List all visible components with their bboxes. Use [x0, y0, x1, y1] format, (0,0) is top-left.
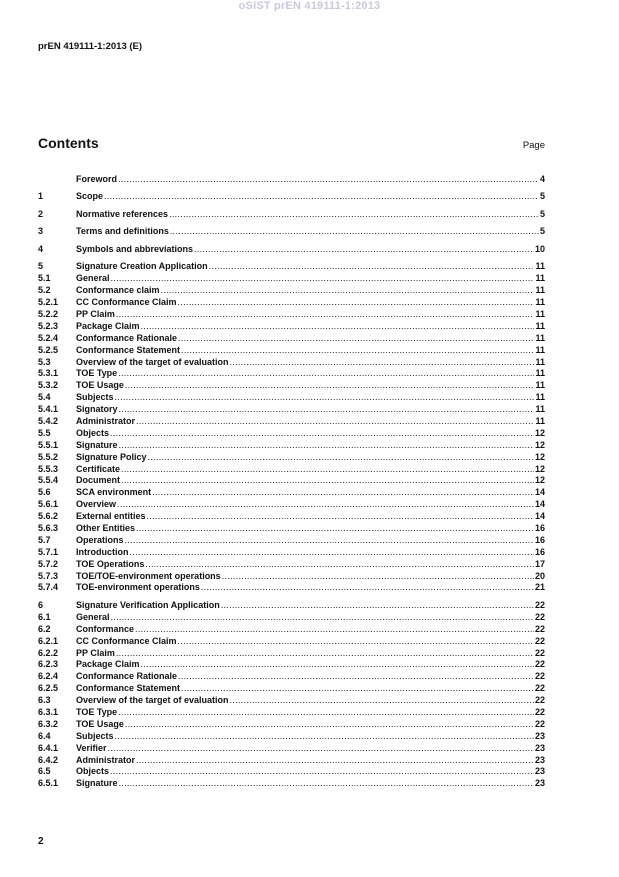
toc-entry-page: 22 — [534, 706, 545, 717]
toc-entry-page: 11 — [535, 297, 545, 308]
toc-entry[interactable] — [38, 357, 545, 369]
toc-entry-title: Overview of the target of evaluation — [76, 695, 229, 706]
toc-entry-page: 22 — [534, 671, 545, 682]
toc-entry[interactable] — [38, 297, 545, 309]
toc-entry-page: 11 — [535, 285, 545, 296]
toc-entry-number: 1 — [38, 191, 44, 202]
toc-entry-number: 5.3 — [38, 356, 51, 367]
toc-entry-page: 11 — [535, 356, 545, 367]
toc-dot-leader — [125, 380, 535, 392]
footer-page-number: 2 — [38, 836, 44, 847]
toc-entry[interactable] — [38, 428, 545, 440]
toc-entry[interactable] — [38, 273, 545, 285]
toc-entry[interactable] — [38, 659, 545, 671]
toc-entry-page: 16 — [534, 534, 545, 545]
toc-entry-page: 14 — [534, 511, 545, 522]
toc-entry[interactable] — [38, 333, 545, 345]
toc-entry-number: 5.1 — [38, 273, 51, 284]
toc-entry[interactable] — [38, 226, 545, 238]
toc-entry[interactable] — [38, 695, 545, 707]
toc-entry-title: PP Claim — [76, 308, 115, 319]
toc-entry-title: Conformance Rationale — [76, 332, 178, 343]
toc-entry-title: TOE Usage — [76, 380, 124, 391]
toc-entry-page: 14 — [534, 487, 545, 498]
toc-entry-title: Signature — [76, 778, 118, 789]
toc-entry-page: 23 — [534, 730, 545, 741]
toc-dot-leader — [119, 440, 534, 452]
toc-entry[interactable] — [38, 523, 545, 535]
toc-dot-leader — [116, 309, 535, 321]
toc-dot-leader — [119, 778, 534, 790]
toc-entry[interactable] — [38, 511, 545, 523]
toc-entry[interactable] — [38, 464, 545, 476]
toc-entry-number: 6.2 — [38, 623, 51, 634]
toc-entry-number: 6.2.2 — [38, 647, 59, 658]
toc-dot-leader — [121, 475, 534, 487]
toc-dot-leader — [110, 766, 534, 778]
toc-dot-leader — [117, 499, 534, 511]
toc-entry[interactable] — [38, 416, 545, 428]
toc-entry[interactable] — [38, 582, 545, 594]
toc-entry-page: 23 — [534, 766, 545, 777]
toc-dot-leader — [125, 719, 534, 731]
contents-heading: Contents — [38, 135, 99, 151]
toc-entry[interactable] — [38, 209, 545, 221]
toc-entry-number: 5.6.3 — [38, 523, 59, 534]
toc-dot-leader — [230, 357, 535, 369]
toc-entry-title: General — [76, 611, 110, 622]
toc-entry-title: Signatory — [76, 404, 118, 415]
toc-entry-page: 22 — [534, 599, 545, 610]
toc-entry[interactable] — [38, 475, 545, 487]
toc-entry-title: Overview of the target of evaluation — [76, 356, 229, 367]
toc-dot-leader — [181, 683, 534, 695]
toc-entry-page: 21 — [534, 582, 545, 593]
toc-entry-title: Administrator — [76, 416, 136, 426]
toc-entry-title: Signature — [76, 439, 118, 450]
toc-entry-page: 12 — [534, 427, 545, 438]
toc-entry-number: 5.7 — [38, 534, 51, 545]
toc-entry-title: Administrator — [76, 754, 136, 765]
toc-entry-title: Signature Verification Application — [76, 599, 220, 610]
toc-entry-title: Objects — [76, 427, 110, 438]
toc-entry-page: 12 — [534, 451, 545, 462]
toc-entry-number: 6.4 — [38, 730, 51, 741]
toc-entry-number: 5.2.1 — [38, 297, 59, 308]
toc-entry-number: 5.5.4 — [38, 475, 59, 486]
toc-dot-leader — [169, 209, 539, 221]
toc-entry-number: 5.4.1 — [38, 404, 59, 415]
toc-entry[interactable] — [38, 719, 545, 731]
toc-entry-title: Document — [76, 475, 121, 486]
toc-entry[interactable] — [38, 624, 545, 636]
toc-entry-title: Terms and definitions — [76, 226, 169, 237]
toc-dot-leader — [230, 695, 534, 707]
toc-entry-page: 11 — [535, 308, 545, 319]
toc-entry[interactable] — [38, 368, 545, 380]
toc-entry-page: 22 — [534, 611, 545, 622]
toc-entry-page: 11 — [535, 416, 545, 426]
toc-dot-leader — [108, 743, 534, 755]
toc-dot-leader — [181, 345, 534, 357]
toc-entry-page: 11 — [535, 404, 545, 415]
toc-entry[interactable] — [38, 547, 545, 559]
toc-entry-title: Package Claim — [76, 320, 140, 331]
toc-dot-leader — [141, 321, 535, 333]
toc-entry[interactable] — [38, 683, 545, 695]
toc-entry-number: 6.2.3 — [38, 659, 59, 670]
toc-dot-leader — [135, 624, 534, 636]
toc-entry[interactable] — [38, 743, 545, 755]
toc-entry-title: CC Conformance Claim — [76, 297, 177, 308]
toc-entry-number: 6.2.5 — [38, 683, 59, 694]
toc-entry-number: 5.5.2 — [38, 451, 59, 462]
toc-entry-number: 5.5.1 — [38, 439, 59, 450]
page-column-label: Page — [522, 140, 545, 151]
toc-entry-number: 6 — [38, 599, 44, 610]
toc-entry-number: 5 — [38, 261, 44, 272]
toc-entry-page: 5 — [539, 226, 545, 237]
toc-dot-leader — [152, 487, 534, 499]
toc-entry-title: Symbols and abbreviations — [76, 243, 194, 254]
toc-entry[interactable] — [38, 671, 545, 683]
toc-entry-page: 12 — [534, 475, 545, 486]
toc-dot-leader — [125, 535, 534, 547]
toc-dot-leader — [221, 600, 534, 612]
toc-dot-leader — [147, 511, 534, 523]
toc-entry-page: 11 — [535, 332, 545, 343]
toc-entry-title: Certificate — [76, 463, 121, 474]
toc-entry-number: 6.2.1 — [38, 635, 59, 646]
toc-entry-page: 22 — [534, 659, 545, 670]
toc-dot-leader — [110, 428, 534, 440]
toc-dot-leader — [209, 261, 535, 273]
toc-entry-page: 12 — [534, 439, 545, 450]
toc-dot-leader — [178, 333, 534, 345]
toc-entry-number: 5.4.2 — [38, 416, 59, 426]
toc-entry-number: 5.6.1 — [38, 499, 59, 510]
toc-entry[interactable] — [38, 345, 545, 357]
toc-dot-leader — [121, 464, 534, 476]
toc-dot-leader — [116, 648, 534, 660]
toc-entry-number: 5.3.1 — [38, 368, 59, 379]
toc-entry-title: Conformance Statement — [76, 683, 181, 694]
toc-entry[interactable] — [38, 191, 545, 203]
toc-entry-page: 11 — [535, 261, 545, 272]
toc-entry-number: 6.4.2 — [38, 754, 59, 765]
document-identifier: prEN 419111-1:2013 (E) — [38, 41, 143, 52]
toc-entry-title: Conformance Statement — [76, 344, 181, 355]
toc-entry-title: Package Claim — [76, 659, 140, 670]
toc-entry[interactable] — [38, 778, 545, 790]
toc-dot-leader — [118, 368, 534, 380]
toc-entry-title: Conformance claim — [76, 285, 160, 296]
toc-entry[interactable] — [38, 707, 545, 719]
toc-entry-number: 5.7.2 — [38, 558, 59, 569]
toc-entry-page: 23 — [534, 778, 545, 789]
toc-entry-title: Signature Creation Application — [76, 261, 208, 272]
toc-entry-page: 14 — [534, 499, 545, 510]
toc-entry-number: 5.7.3 — [38, 570, 59, 581]
toc-dot-leader — [136, 416, 534, 428]
toc-entry-page: 10 — [534, 243, 545, 254]
toc-entry-number: 5.2.4 — [38, 332, 59, 343]
toc-entry-title: TOE Operations — [76, 558, 145, 569]
toc-entry-number: 5.7.1 — [38, 546, 59, 557]
toc-entry[interactable] — [38, 174, 545, 186]
toc-dot-leader — [178, 297, 535, 309]
toc-dot-leader — [111, 273, 535, 285]
toc-entry-number: 4 — [38, 243, 44, 254]
toc-entry-number: 5.2.5 — [38, 344, 59, 355]
toc-entry-title: CC Conformance Claim — [76, 635, 177, 646]
toc-entry[interactable] — [38, 321, 545, 333]
toc-entry-number: 6.5 — [38, 766, 51, 777]
toc-dot-leader — [130, 547, 534, 559]
toc-entry-number: 5.2 — [38, 285, 51, 296]
toc-entry-title: PP Claim — [76, 647, 115, 658]
toc-entry-page: 5 — [539, 191, 545, 202]
toc-dot-leader — [161, 285, 535, 297]
toc-dot-leader — [119, 404, 535, 416]
toc-entry[interactable] — [38, 612, 545, 624]
toc-entry-title: Scope — [76, 191, 104, 202]
toc-entry-number: 5.4 — [38, 392, 51, 403]
table-of-contents — [38, 174, 545, 790]
toc-entry-number: 5.6.2 — [38, 511, 59, 522]
toc-entry[interactable] — [38, 452, 545, 464]
toc-entry-title: TOE Usage — [76, 718, 124, 729]
toc-dot-leader — [194, 244, 534, 256]
toc-entry-page: 17 — [534, 558, 545, 569]
toc-entry-number: 6.3.1 — [38, 706, 59, 717]
toc-entry-title: Conformance Rationale — [76, 671, 178, 682]
toc-entry-page: 23 — [534, 742, 545, 753]
toc-entry-title: TOE Type — [76, 706, 118, 717]
toc-entry-page: 23 — [534, 754, 545, 765]
toc-entry-title: External entities — [76, 511, 146, 522]
toc-entry-page: 22 — [534, 683, 545, 694]
toc-entry-number: 6.4.1 — [38, 742, 59, 753]
toc-entry-title: Overview — [76, 499, 117, 510]
toc-entry-page: 11 — [535, 392, 545, 403]
toc-entry[interactable] — [38, 244, 545, 256]
toc-entry-number: 5.2.3 — [38, 320, 59, 331]
toc-dot-leader — [178, 636, 534, 648]
toc-entry-number: 6.3.2 — [38, 718, 59, 729]
toc-entry-page: 22 — [534, 623, 545, 634]
toc-entry-page: 11 — [535, 320, 545, 331]
toc-entry-page: 20 — [534, 570, 545, 581]
toc-entry-number: 5.7.4 — [38, 582, 59, 593]
toc-entry-number: 6.2.4 — [38, 671, 59, 682]
toc-dot-leader — [118, 174, 539, 186]
toc-entry-page: 16 — [534, 546, 545, 557]
toc-entry[interactable] — [38, 261, 545, 273]
toc-dot-leader — [178, 671, 534, 683]
toc-dot-leader — [136, 523, 534, 535]
toc-entry-number: 5.5.3 — [38, 463, 59, 474]
toc-entry-number: 5.2.2 — [38, 308, 59, 319]
toc-dot-leader — [145, 559, 534, 571]
toc-entry-page: 11 — [535, 344, 545, 355]
toc-entry[interactable] — [38, 499, 545, 511]
toc-entry[interactable] — [38, 309, 545, 321]
toc-entry-title: Other Entities — [76, 523, 136, 534]
toc-dot-leader — [201, 582, 534, 594]
toc-entry-number: 5.6 — [38, 487, 51, 498]
toc-entry-page: 22 — [534, 635, 545, 646]
toc-dot-leader — [222, 571, 534, 583]
toc-entry[interactable] — [38, 755, 545, 767]
toc-entry-title: Verifier — [76, 742, 107, 753]
toc-entry-title: TOE Type — [76, 368, 118, 379]
toc-entry-number: 3 — [38, 226, 44, 237]
toc-entry-number: 5.3.2 — [38, 380, 59, 391]
toc-entry[interactable] — [38, 404, 545, 416]
toc-dot-leader — [141, 659, 534, 671]
toc-dot-leader — [104, 191, 539, 203]
toc-dot-leader — [136, 755, 534, 767]
toc-dot-leader — [118, 707, 534, 719]
toc-entry[interactable] — [38, 559, 545, 571]
toc-entry-title: TOE/TOE-environment operations — [76, 570, 221, 581]
toc-entry-title: Introduction — [76, 546, 129, 557]
toc-entry-page: 16 — [534, 523, 545, 534]
toc-entry[interactable] — [38, 636, 545, 648]
toc-entry-title: Conformance — [76, 623, 135, 634]
watermark: oSIST prEN 419111-1:2013 — [238, 0, 381, 12]
toc-entry-title: Foreword — [76, 174, 118, 184]
toc-entry-page: 12 — [534, 463, 545, 474]
toc-entry-title: SCA environment — [76, 487, 152, 498]
toc-entry-page: 4 — [539, 174, 545, 184]
toc-entry[interactable] — [38, 285, 545, 297]
toc-entry[interactable] — [38, 648, 545, 660]
toc-entry[interactable] — [38, 440, 545, 452]
toc-entry-title: TOE-environment operations — [76, 582, 200, 593]
toc-entry-number: 6.1 — [38, 611, 51, 622]
toc-entry[interactable] — [38, 600, 545, 612]
toc-dot-leader — [148, 452, 534, 464]
toc-entry-page: 11 — [535, 380, 545, 391]
toc-entry-page: 22 — [534, 695, 545, 706]
toc-entry[interactable] — [38, 392, 545, 404]
toc-dot-leader — [115, 392, 535, 404]
toc-entry-title: Objects — [76, 766, 110, 777]
toc-dot-leader — [111, 612, 534, 624]
toc-entry-number: 5.5 — [38, 427, 51, 438]
toc-dot-leader — [115, 731, 534, 743]
toc-entry-page: 5 — [539, 208, 545, 219]
toc-entry[interactable] — [38, 380, 545, 392]
toc-dot-leader — [170, 226, 539, 238]
toc-entry-title: Normative references — [76, 208, 169, 219]
toc-entry-number: 2 — [38, 208, 44, 219]
toc-entry[interactable] — [38, 535, 545, 547]
toc-entry-page: 22 — [534, 647, 545, 658]
toc-entry-title: Signature Policy — [76, 451, 147, 462]
toc-entry-number: 6.3 — [38, 695, 51, 706]
toc-entry-title: Operations — [76, 534, 124, 545]
toc-entry-number: 6.5.1 — [38, 778, 59, 789]
toc-entry[interactable] — [38, 571, 545, 583]
toc-entry-page: 11 — [535, 273, 545, 284]
toc-entry-page: 11 — [535, 368, 545, 379]
toc-entry-page: 22 — [534, 718, 545, 729]
toc-entry-title: General — [76, 273, 110, 284]
toc-entry[interactable] — [38, 487, 545, 499]
toc-entry[interactable] — [38, 731, 545, 743]
toc-entry-title: Subjects — [76, 730, 114, 741]
toc-entry[interactable] — [38, 766, 545, 778]
toc-entry-title: Subjects — [76, 392, 114, 403]
